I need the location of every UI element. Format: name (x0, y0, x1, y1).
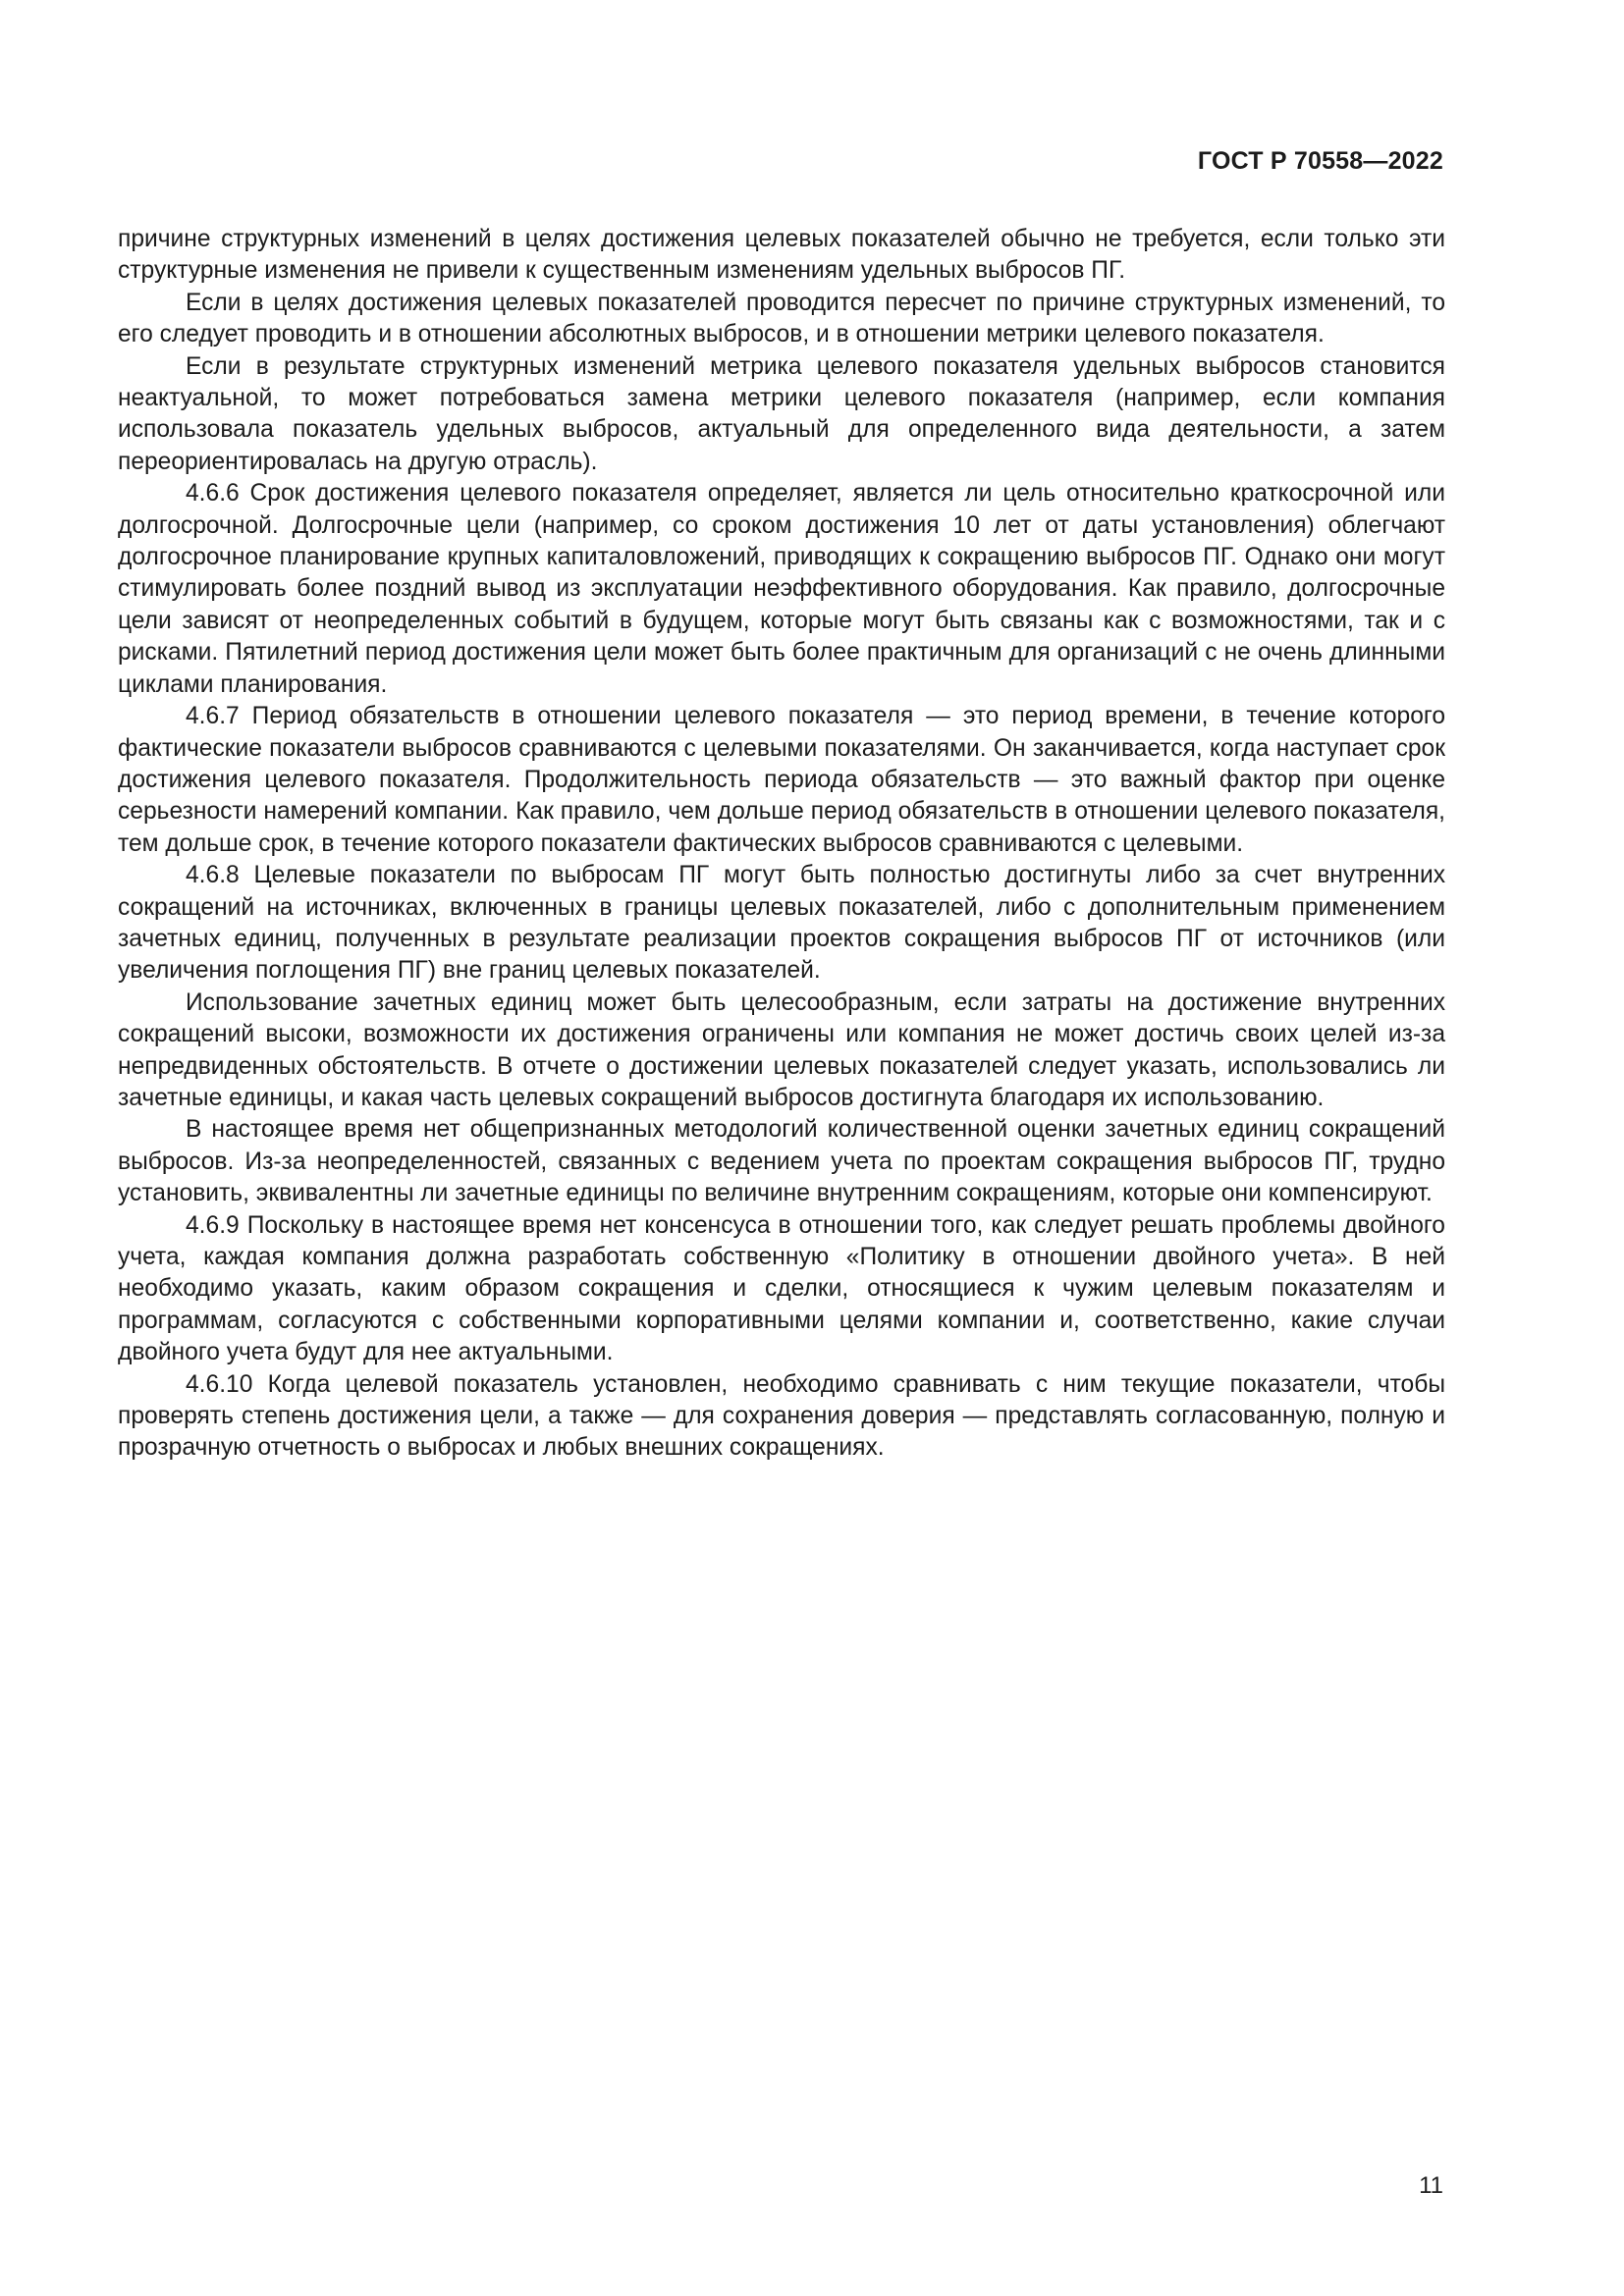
paragraph-4-6-9: 4.6.9 Поскольку в настоящее время нет консенсуса в отношении того, как следует решать проблемы двойного учета, каждая компания должна разработать собственную «Политику в отношении двойного учета». В ней необходимо указать, каким образом сокращения и сделки, относящиеся к чужим целевым показателям и программам, согласуются с собственными корпоративными целями компании и, соответственно, какие случаи двойного учета будут для нее актуальными. (118, 1211, 1445, 1366)
document-body (118, 224, 1445, 1465)
page-number: 11 (1419, 2172, 1443, 2199)
paragraph-4-6-6: 4.6.6 Срок достижения целевого показателя определяет, является ли цель относительно краткосрочной или долгосрочной. Долгосрочные цели (например, со сроком достижения 10 лет от даты установления) облегчают долгосрочное планирование крупных капиталовложений, приводящих к сокращению выбросов ПГ. Однако они могут стимулировать более поздний вывод из эксплуатации неэффективного оборудования. Как правило, долгосрочные цели зависят от неопределенных событий в будущем, которые могут быть связаны как с возможностями, так и с рисками. Пятилетний период достижения цели может быть более практичным для организаций с не очень длинными циклами планирования. (118, 480, 1445, 698)
paragraph: В настоящее время нет общепризнанных методологий количественной оценки зачетных единиц сокращений выбросов. Из-за неопределенностей, связанных с ведением учета по проектам сокращения выбросов ПГ, трудно установить, эквивалентны ли зачетные единицы по величине внутренним сокращениям, которые они компенсируют. (118, 1116, 1445, 1207)
paragraph: Если в целях достижения целевых показателей проводится пересчет по причине структурных изменений, то его следует проводить и в отношении абсолютных выбросов, и в отношении метрики целевого показателя. (118, 289, 1445, 348)
paragraph-4-6-10: 4.6.10 Когда целевой показатель установлен, необходимо сравнивать с ним текущие показатели, чтобы проверять степень достижения цели, а также — для сохранения доверия — представлять согласованную, полную и прозрачную отчетность о выбросах и любых внешних сокращениях. (118, 1370, 1445, 1462)
paragraph: Использование зачетных единиц может быть целесообразным, если затраты на достижение внутренних сокращений высоки, возможности их достижения ограничены или компания не может достичь своих целей из-за непредвиденных обстоятельств. В отчете о достижении целевых показателей следует указать, использовались ли зачетные единицы, и какая часть целевых сокращений выбросов достигнута благодаря их использованию. (118, 988, 1445, 1111)
paragraph-continuation: причине структурных изменений в целях достижения целевых показателей обычно не требуется, если только эти структурные изменения не привели к существенным изменениям удельных выбросов ПГ. (118, 226, 1445, 285)
document-code: ГОСТ Р 70558—2022 (1197, 147, 1443, 175)
paragraph-4-6-7: 4.6.7 Период обязательств в отношении целевого показателя — это период времени, в течение которого фактические показатели выбросов сравниваются с целевыми показателями. Он заканчивается, когда наступает срок достижения целевого показателя. Продолжительность периода обязательств — это важный фактор при оценке серьезности намерений компании. Как правило, чем дольше период обязательств в отношении целевого показателя, тем дольше срок, в течение которого показатели фактических выбросов сравниваются с целевыми. (118, 703, 1445, 857)
paragraph-4-6-8: 4.6.8 Целевые показатели по выбросам ПГ могут быть полностью достигнуты либо за счет внутренних сокращений на источниках, включенных в границы целевых показателей, либо с дополнительным применением зачетных единиц, полученных в результате реализации проектов сокращения выбросов ПГ от источников (или увеличения поглощения ПГ) вне границ целевых показателей. (118, 862, 1445, 985)
paragraph: Если в результате структурных изменений метрика целевого показателя удельных выбросов становится неактуальной, то может потребоваться замена метрики целевого показателя (например, если компания использовала показатель удельных выбросов, актуальный для определенного вида деятельности, а затем переориентировалась на другую отрасль). (118, 352, 1445, 475)
